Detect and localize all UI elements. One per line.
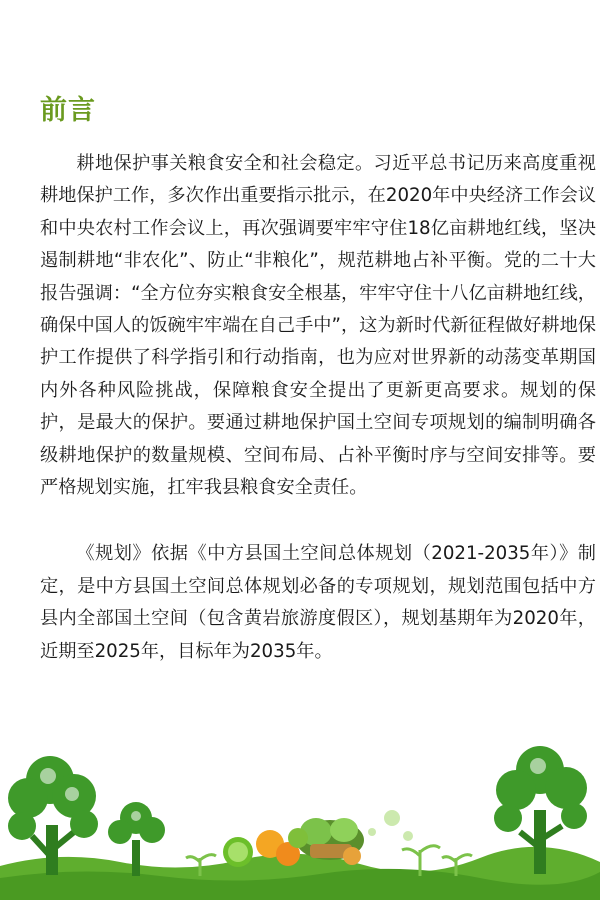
body-text [40, 148, 596, 668]
green-footer-illustration [0, 740, 600, 900]
paragraph: 《规划》依据《中方县国土空间总体规划（2021-2035年）》制定，是中方县国土空间总体规划必备的专项规划，规划范围包括中方县内全部国土空间（包含黄岩旅游度假区），规划基期年为2020年，近期至2025年，目标年为2035年。 [40, 543, 596, 662]
tree-icon [8, 756, 98, 875]
paragraph: 耕地保护事关粮食安全和社会稳定。习近平总书记历来高度重视耕地保护工作，多次作出重要指示批示，在2020年中央经济工作会议和中央农村工作会议上，再次强调要牢牢守住18亿亩耕地红线，坚决遏制耕地“非农化”、防止“非粮化”，规范耕地占补平衡。党的二十大报告强调：“全方位夯实粮食安全根基，牢牢守住十八亿亩耕地红线，确保中国人的饭碗牢牢端在自己手中”，这为新时代新征程做好耕地保护工作提供了科学指引和行动指南，也为应对世界新的动荡变革期国内外各种风险挑战，保障粮食安全提出了更新更高要求。规划的保护，是最大的保护。要通过耕地保护国土空间专项规划的编制明确各级耕地保护的数量规模、空间布局、占补平衡时序与空间安排等。要严格规划实施，扛牢我县粮食安全责任。 [40, 153, 596, 499]
page-title: 前言 [40, 95, 96, 126]
